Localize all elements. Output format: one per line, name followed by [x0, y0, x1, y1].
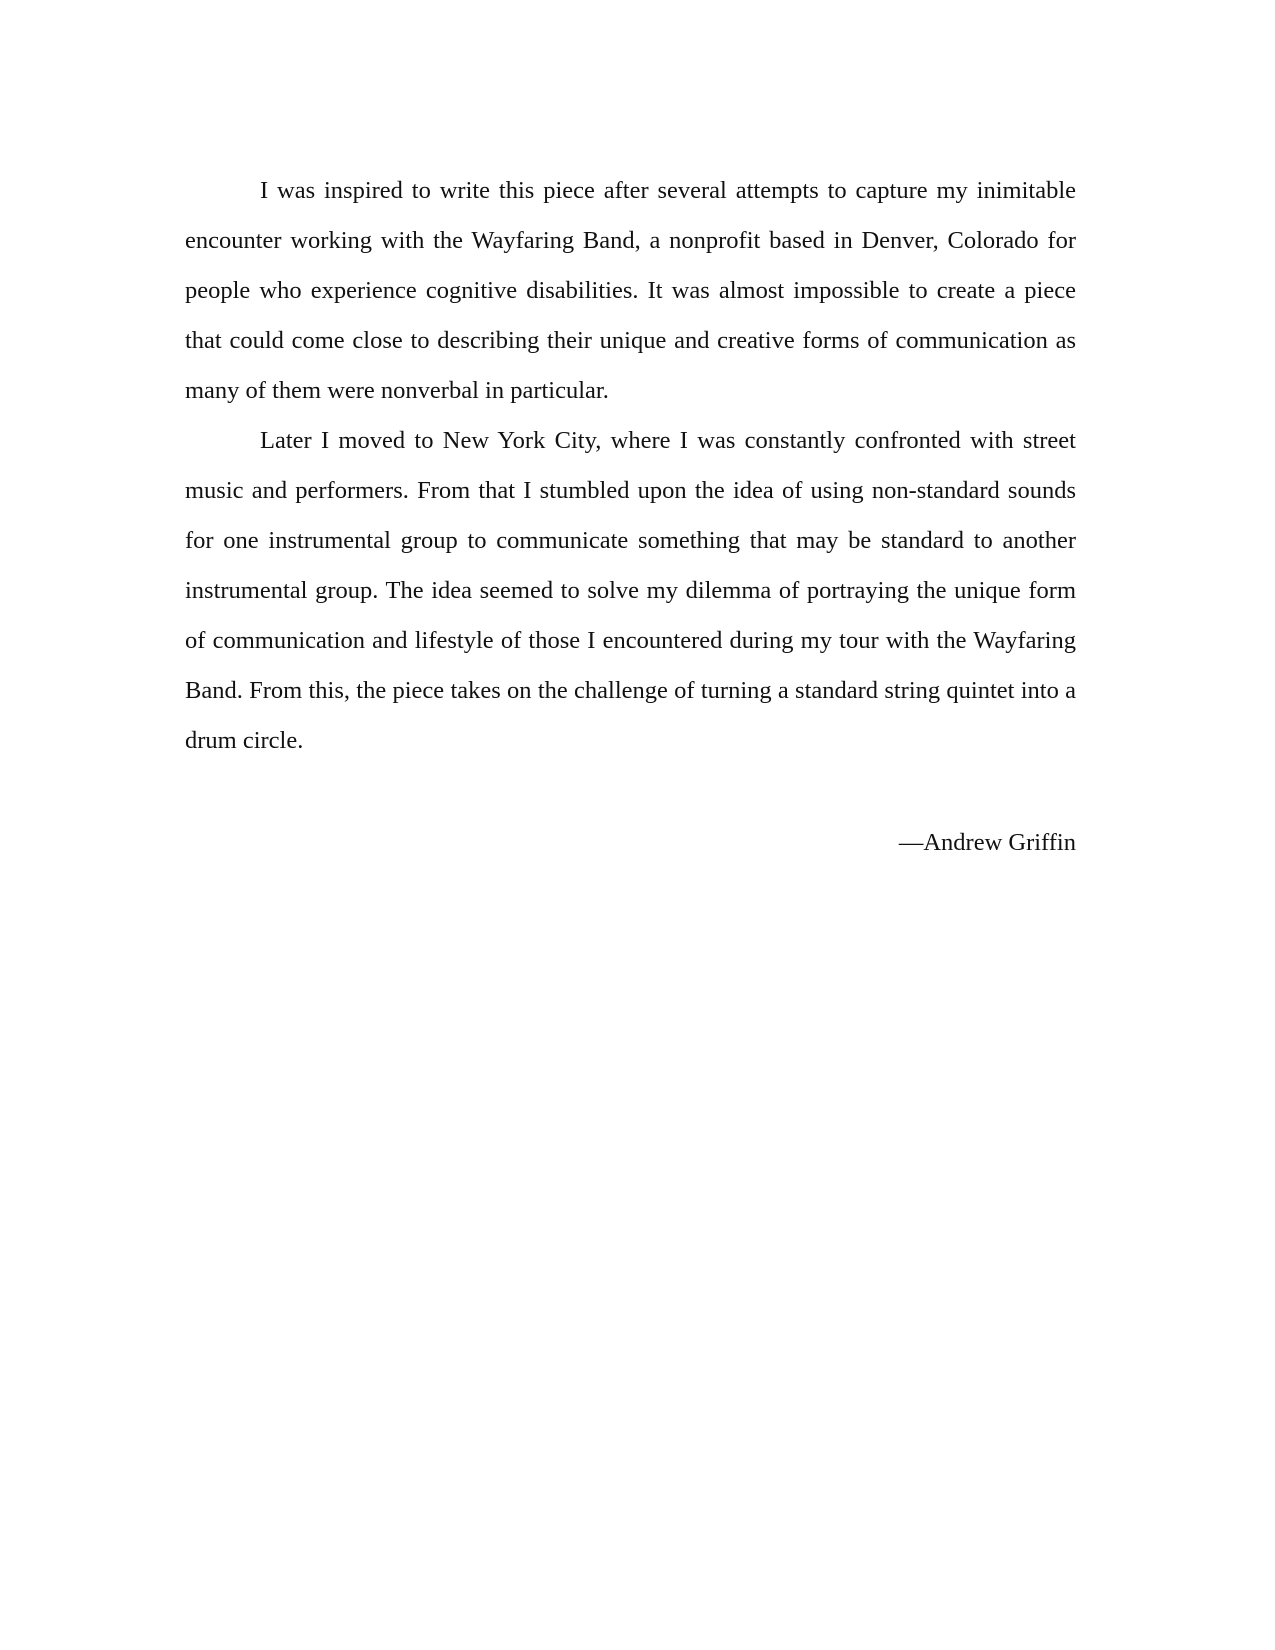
- paragraph-2: Later I moved to New York City, where I was constantly confronted with street music and performers. From that I stumbled upon the idea of using non-standard sounds for one instrumental group to communicate something that may be standard to another instrumental group. The idea seemed to solve my dilemma of portraying the unique form of communication and lifestyle of those I encountered during my tour with the Wayfaring Band. From this, the piece takes on the challenge of turning a standard string quintet into a drum circle.: [185, 427, 1076, 754]
- program-note-body: [185, 166, 1076, 766]
- paragraph-1: I was inspired to write this piece after several attempts to capture my inimitable encounter working with the Wayfaring Band, a nonprofit based in Denver, Colorado for people who experience cognitive disabilities. It was almost impossible to create a piece that could come close to describing their unique and creative forms of communication as many of them were nonverbal in particular.: [185, 177, 1076, 404]
- author-signature: —Andrew Griffin: [898, 829, 1076, 856]
